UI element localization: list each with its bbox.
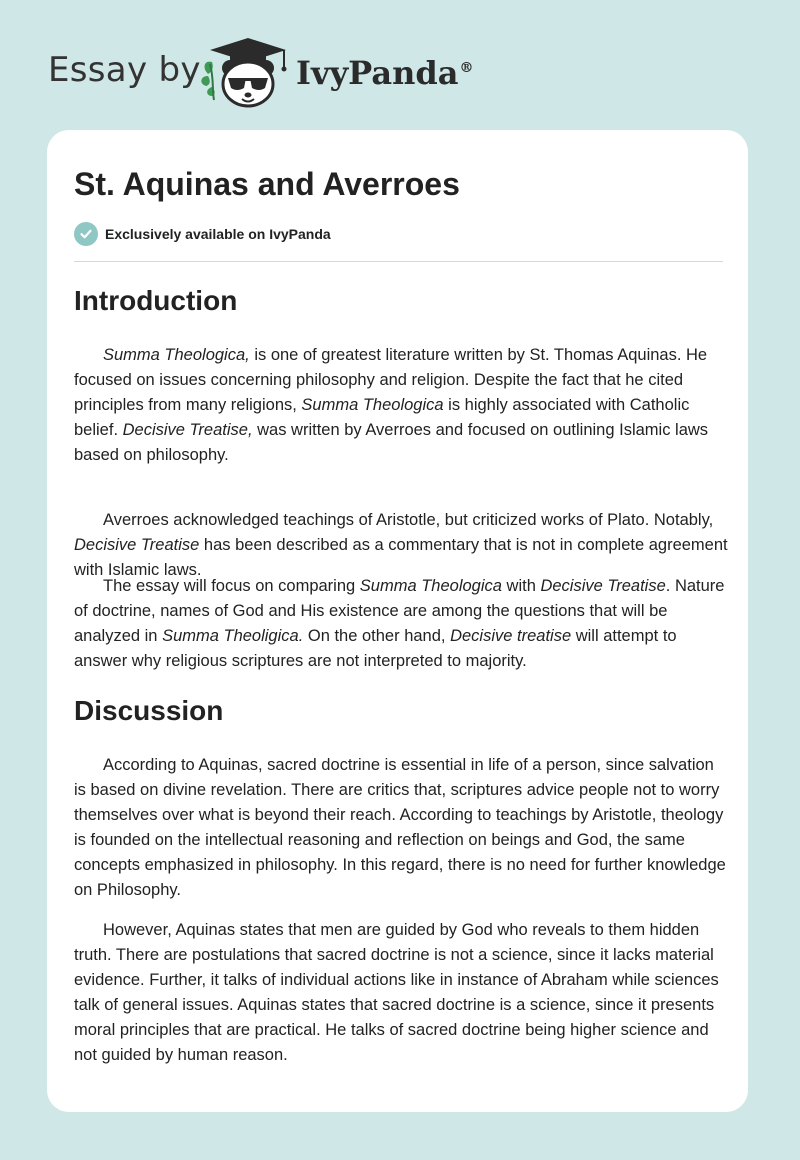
- section-heading-introduction: Introduction: [74, 285, 238, 316]
- brand-name[interactable]: IvyPanda®: [296, 54, 474, 92]
- check-icon: [74, 222, 98, 246]
- italic-title: Decisive Treatise,: [122, 421, 253, 439]
- italic-title: Summa Theoligica.: [162, 627, 304, 645]
- essay-by-label: Essay by: [48, 50, 201, 90]
- paragraph: Summa Theologica, is one of greatest literature written by St. Thomas Aquinas. He focused on issues concerning philosophy and religion. Despite the fact that he cited principles from many religions, Summa Theologica is highly associated with Catholic belief. Decisive Treatise, was written by Averroes and focused on outlining Islamic laws based on philosophy.: [74, 346, 709, 464]
- italic-title: Summa Theologica,: [103, 346, 250, 364]
- exclusive-badge-text: Exclusively available on IvyPanda: [105, 226, 331, 242]
- italic-title: Decisive treatise: [450, 627, 572, 645]
- italic-title: Decisive Treatise: [74, 536, 200, 554]
- panda-logo-icon[interactable]: [200, 34, 296, 110]
- italic-title: Summa Theologica: [359, 577, 502, 595]
- article-card: [47, 130, 748, 1112]
- article-title: St. Aquinas and Averroes: [74, 166, 460, 202]
- italic-title: Summa Theologica: [301, 396, 444, 414]
- italic-title: Decisive Treatise: [540, 577, 666, 595]
- section-heading-discussion: Discussion: [74, 695, 224, 726]
- paragraph: However, Aquinas states that men are guided by God who reveals to them hidden truth. There are postulations that sacred doctrine is not a science, since it lacks material evidence. Further, it talks of individual actions like in instance of Abraham while sciences talk of general issues. Aquinas states that sacred doctrine is a science, since it presents moral principles that are practical. He talks of sacred doctrine being higher science and not guided by human reason.: [74, 921, 719, 1064]
- title-divider: [74, 261, 723, 262]
- site-header: [0, 0, 800, 120]
- paragraph: The essay will focus on comparing Summa Theologica with Decisive Treatise. Nature of doctrine, names of God and His existence are among the questions that will be analyzed in Summa Theoligica. On the other hand, Decisive treatise will attempt to answer why religious scriptures are not interpreted to majority.: [74, 577, 725, 670]
- registered-mark: ®: [459, 60, 474, 77]
- paragraph: Averroes acknowledged teachings of Aristotle, but criticized works of Plato. Notably, Decisive Treatise has been described as a commentary that is not in complete agreement with Islamic laws.: [74, 511, 728, 579]
- exclusive-badge: [74, 222, 331, 246]
- paragraph: According to Aquinas, sacred doctrine is essential in life of a person, since salvation is based on divine revelation. There are critics that, scriptures advice people not to worry themselves over what is beyond their reach. According to teachings by Aristotle, theology is founded on the intellectual reasoning and reflection on beings and God, the same concepts emphasized in philosophy. In this regard, there is no need for further knowledge on Philosophy.: [74, 756, 726, 899]
